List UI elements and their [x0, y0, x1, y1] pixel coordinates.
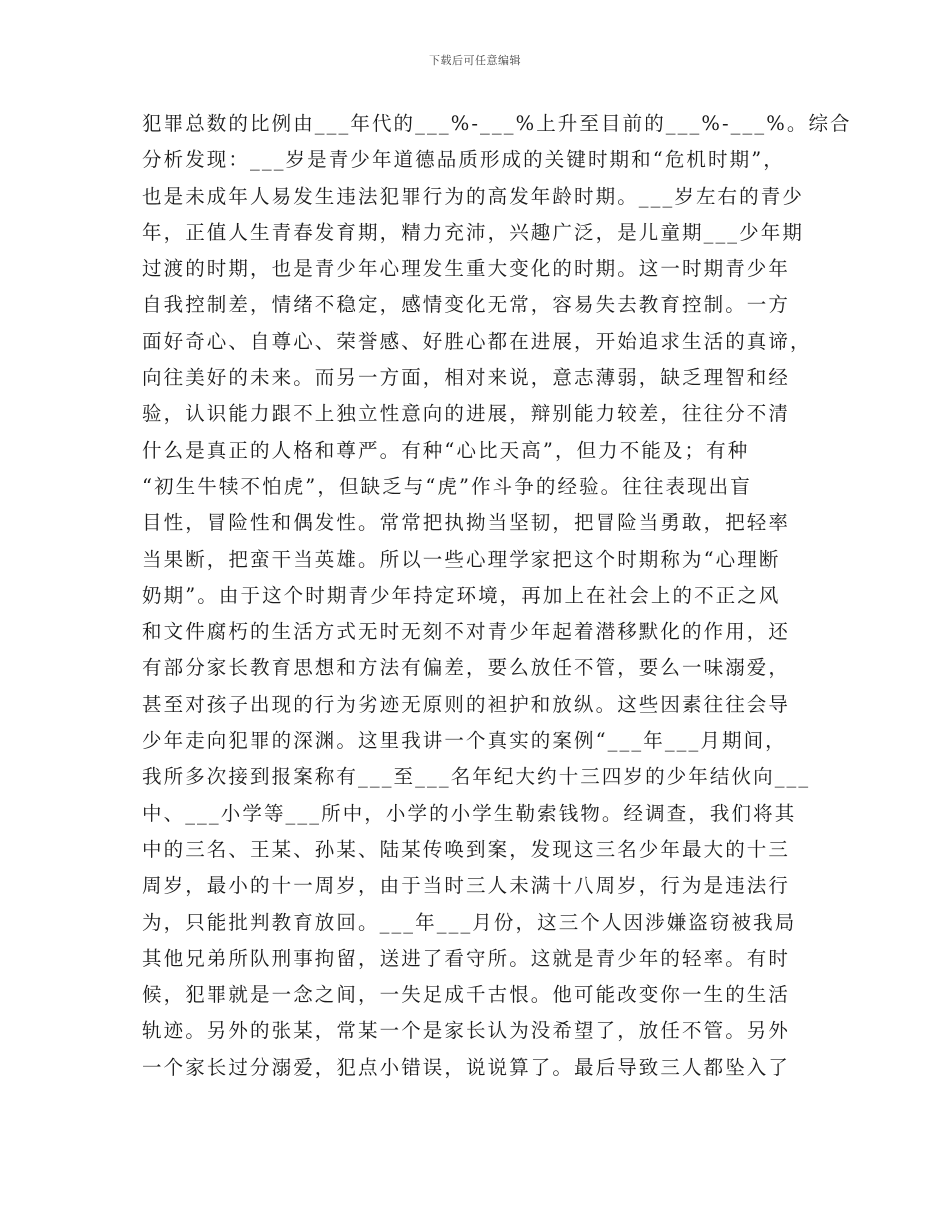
- text-line: 奶期”。由于这个时期青少年持定环境，再加上在社会上的不正之风: [142, 583, 781, 607]
- text-line: 和文件腐朽的生活方式无时无刻不对青少年起着潜移默化的作用，还: [142, 620, 791, 644]
- text-line: 自我控制差，情绪不稳定，感情变化无常，容易失去教育控制。一方: [142, 293, 791, 317]
- text-line: 有部分家长教育思想和方法有偏差，要么放任不管，要么一味溺爱，: [142, 656, 791, 680]
- body-text: [142, 106, 852, 1086]
- text-line: 少年走向犯罪的深渊。这里我讲一个真实的案例“___年___月期间，: [142, 729, 787, 753]
- text-line: 验，认识能力跟不上独立性意向的进展，辩别能力较差，往往分不清: [142, 402, 791, 426]
- text-line: 我所多次接到报案称有___至___名年纪大约十三四岁的少年结伙向___: [142, 765, 811, 789]
- text-line: 其他兄弟所队刑事拘留，送进了看守所。这就是青少年的轻率。有时: [142, 946, 791, 970]
- text-line: 中的三名、王某、孙某、陆某传唤到案，发现这三名少年最大的十三: [142, 837, 791, 861]
- text-line: 犯罪总数的比例由___年代的___%-___%上升至目前的___%-___%。综合: [142, 112, 852, 135]
- text-line: 分析发现：___岁是青少年道德品质形成的关键时期和“危机时期”，: [142, 148, 785, 172]
- text-line: 为，只能批判教育放回。___年___月份，这三个人因涉嫌盗窃被我局: [142, 910, 797, 934]
- text-line: 轨迹。另外的张某，常某一个是家长认为没希望了，放任不管。另外: [142, 1019, 791, 1043]
- text-line: 过渡的时期，也是青少年心理发生重大变化的时期。这一时期青少年: [142, 257, 791, 281]
- text-line: 向往美好的未来。而另一方面，相对来说，意志薄弱，缺乏理智和经: [142, 366, 791, 390]
- text-line: 目性，冒险性和偶发性。常常把执拗当坚韧，把冒险当勇敢，把轻率: [142, 511, 791, 535]
- text-line: 当果断，把蛮干当英雄。所以一些心理学家把这个时期称为“心理断: [142, 547, 781, 571]
- text-line: 面好奇心、自尊心、荣誉感、好胜心都在进展，开始追求生活的真谛，: [142, 329, 812, 353]
- text-line: 周岁，最小的十一周岁，由于当时三人未满十八周岁，行为是违法行: [142, 874, 791, 898]
- text-line: 中、___小学等___所中，小学的小学生勒索钱物。经调查，我们将其: [142, 801, 797, 825]
- text-line: 也是未成年人易发生违法犯罪行为的高发年龄时期。___岁左右的青少: [142, 184, 804, 208]
- text-line: 年，正值人生青春发育期，精力充沛，兴趣广泛，是儿童期___少年期: [142, 220, 804, 244]
- text-line: “初生牛犊不怕虎”，但缺乏与“虎”作斗争的经验。往往表现出盲: [142, 474, 752, 498]
- page-header: 下载后可任意编辑: [429, 54, 521, 67]
- text-line: 候，犯罪就是一念之间，一失足成千古恨。他可能改变你一生的生活: [142, 983, 791, 1007]
- text-line: 什么是真正的人格和尊严。有种“心比天高”，但力不能及；有种: [142, 438, 750, 462]
- text-line: 一个家长过分溺爱，犯点小错误，说说算了。最后导致三人都坠入了: [142, 1055, 791, 1079]
- text-line: 甚至对孩子出现的行为劣迹无原则的袒护和放纵。这些因素往往会导: [142, 692, 791, 716]
